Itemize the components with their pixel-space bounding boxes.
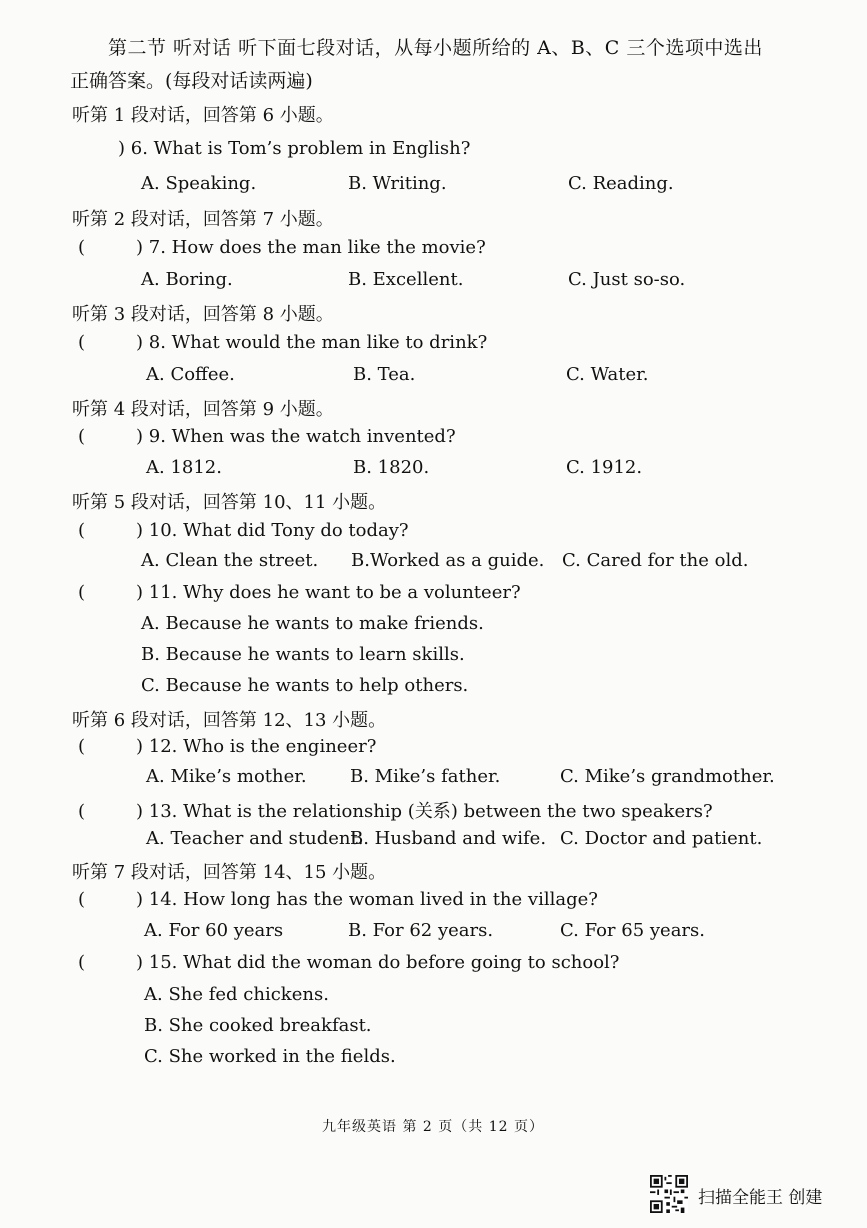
- scanner-watermark: [650, 1175, 840, 1215]
- question-13: [78, 797, 713, 823]
- question-text: 6. What is Tom’s problem in English?: [130, 138, 471, 159]
- answer-paren-open: (: [78, 332, 86, 353]
- question-text: 13. What is the relationship (关系) between the two speakers?: [148, 801, 713, 822]
- option-b: B. Writing.: [348, 173, 447, 194]
- options-10: [141, 550, 761, 574]
- answer-paren-open: (: [78, 801, 86, 822]
- answer-paren-close: ): [136, 426, 144, 447]
- option-a: A. Clean the street.: [141, 550, 319, 571]
- option-b: B. For 62 years.: [348, 920, 494, 941]
- dialogue-instruction-2: 听第 2 段对话，回答第 7 小题。: [72, 209, 334, 230]
- question-text: 9. When was the watch invented?: [148, 426, 456, 447]
- option-c: C. Because he wants to help others.: [141, 675, 469, 696]
- option-c: C. Doctor and patient.: [560, 828, 763, 849]
- question-text: 15. What did the woman do before going to school?: [148, 952, 620, 973]
- options-14: [144, 920, 764, 944]
- section-heading-line1: 第二节 听对话 听下面七段对话，从每小题所给的 A、B、C 三个选项中选出: [108, 37, 763, 59]
- dialogue-instruction-4: 听第 4 段对话，回答第 9 小题。: [72, 399, 334, 420]
- option-a: A. Teacher and student.: [146, 828, 364, 849]
- question-text: 10. What did Tony do today?: [148, 520, 409, 541]
- question-9: [78, 426, 456, 447]
- option-a: A. Because he wants to make friends.: [141, 613, 484, 634]
- option-c: C. Reading.: [568, 173, 674, 194]
- answer-paren-close: ): [118, 138, 126, 159]
- answer-paren-open: (: [78, 582, 86, 603]
- answer-paren-close: ): [136, 520, 144, 541]
- answer-paren-open: (: [78, 237, 86, 258]
- dialogue-instruction-5: 听第 5 段对话，回答第 10、11 小题。: [72, 492, 387, 513]
- question-10: [78, 520, 409, 541]
- option-b: B. Excellent.: [348, 269, 464, 290]
- question-text: 14. How long has the woman lived in the village?: [148, 889, 598, 910]
- dialogue-instruction-6: 听第 6 段对话，回答第 12、13 小题。: [72, 710, 387, 731]
- options-7: [141, 269, 741, 293]
- question-15: [78, 952, 619, 973]
- question-text: 11. Why does he want to be a volunteer?: [148, 582, 521, 603]
- question-7: [78, 237, 486, 258]
- options-6: [141, 173, 741, 197]
- question-text: 8. What would the man like to drink?: [148, 332, 488, 353]
- question-12: [78, 736, 376, 757]
- options-13: [146, 828, 766, 852]
- option-b: B. Husband and wife.: [350, 828, 547, 849]
- question-14: [78, 889, 598, 910]
- option-b: B.Worked as a guide.: [351, 550, 545, 571]
- answer-paren-open: (: [78, 426, 86, 447]
- option-c: C. Water.: [566, 364, 649, 385]
- dialogue-instruction-7: 听第 7 段对话，回答第 14、15 小题。: [72, 862, 387, 883]
- answer-paren-close: ): [136, 237, 144, 258]
- question-11: [78, 582, 521, 603]
- answer-paren-close: ): [136, 801, 144, 822]
- option-c: C. Mike’s grandmother.: [560, 766, 775, 787]
- option-b: B. Mike’s father.: [350, 766, 501, 787]
- answer-paren-open: (: [78, 889, 86, 910]
- option-b: B. Because he wants to learn skills.: [141, 644, 465, 665]
- dialogue-instruction-1: 听第 1 段对话，回答第 6 小题。: [72, 105, 334, 126]
- question-6: [78, 138, 470, 159]
- option-c: C. She worked in the fields.: [144, 1046, 396, 1067]
- options-9: [146, 457, 746, 481]
- option-b: B. She cooked breakfast.: [144, 1015, 372, 1036]
- option-a: A. Boring.: [141, 269, 233, 290]
- option-a: A. She fed chickens.: [144, 984, 329, 1005]
- page-footer: 九年级英语 第 2 页（共 12 页）: [322, 1119, 544, 1135]
- option-a: A. Coffee.: [146, 364, 235, 385]
- qr-code-icon: [650, 1175, 688, 1213]
- answer-paren-close: ): [136, 332, 144, 353]
- option-a: A. Speaking.: [141, 173, 257, 194]
- options-8: [146, 364, 746, 388]
- watermark-text: 扫描全能王 创建: [698, 1188, 823, 1208]
- option-c: C. Just so-so.: [568, 269, 686, 290]
- answer-paren-close: ): [136, 736, 144, 757]
- dialogue-instruction-3: 听第 3 段对话，回答第 8 小题。: [72, 304, 334, 325]
- answer-paren-open: (: [78, 520, 86, 541]
- answer-paren-close: ): [136, 952, 144, 973]
- question-text: 7. How does the man like the movie?: [148, 237, 486, 258]
- question-8: [78, 332, 487, 353]
- question-text: 12. Who is the engineer?: [148, 736, 377, 757]
- answer-paren-close: ): [136, 889, 144, 910]
- answer-paren-open: (: [78, 952, 86, 973]
- option-b: B. 1820.: [353, 457, 430, 478]
- option-a: A. 1812.: [146, 457, 222, 478]
- option-b: B. Tea.: [353, 364, 416, 385]
- answer-paren-open: (: [78, 736, 86, 757]
- section-heading-line2: 正确答案。(每段对话读两遍): [70, 70, 313, 92]
- option-a: A. Mike’s mother.: [146, 766, 307, 787]
- option-c: C. For 65 years.: [560, 920, 705, 941]
- answer-paren-close: ): [136, 582, 144, 603]
- option-c: C. Cared for the old.: [562, 550, 749, 571]
- option-c: C. 1912.: [566, 457, 643, 478]
- options-12: [146, 766, 775, 790]
- option-a: A. For 60 years: [144, 920, 284, 941]
